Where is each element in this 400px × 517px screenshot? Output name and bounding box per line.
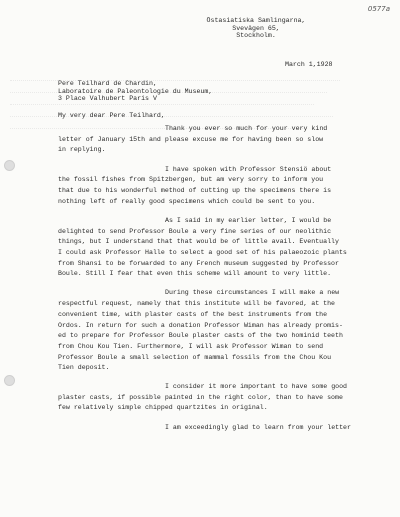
body-line: During these circumstances I will make a new <box>165 289 340 297</box>
body-line: nothing left of really good specimens which could be sent to you. <box>58 197 316 205</box>
body-line: the fossil fishes from Spitzbergen, but am very sorry to inform you <box>58 176 324 184</box>
paragraph <box>58 167 378 210</box>
body-line: from Shansi to be forwarded to any French museum suggested by Professor <box>58 259 339 267</box>
salutation: My very dear Pere Teilhard, <box>58 112 165 119</box>
body-line: delighted to send Professor Boule a very fine series of our neolithic <box>58 227 332 235</box>
paragraph <box>58 218 378 282</box>
recipient-address <box>58 81 212 104</box>
body-line: I am exceedingly glad to learn from your letter <box>165 423 351 431</box>
body-line: Professor Boule a small selection of mammal fossils from the Chou Kou <box>58 353 332 361</box>
paragraph <box>58 384 378 416</box>
body-line: things, but I understand that that would be of little avail. Eventually <box>58 238 339 246</box>
punch-hole-top <box>4 160 15 171</box>
archive-number: 0577a <box>367 5 390 13</box>
body-line: As I said in my earlier letter, I would be <box>165 216 332 224</box>
body-line: ed to prepare for Professor Boule plaster casts of the two hominid teeth <box>58 332 343 340</box>
body-line: I could ask Professor Halle to select a good set of his palaeozoic plants <box>58 248 347 256</box>
recipient-name: Pere Teilhard de Chardin, <box>58 80 157 87</box>
body-line: letter of January 15th and please excuse me for having been so slow <box>58 135 324 143</box>
letterhead-city: Stockholm. <box>236 32 276 40</box>
body-line: few relatively simple chipped quartzites in original. <box>58 404 268 412</box>
body-line: Boule. Still I fear that even this scheme will amount to very little. <box>58 270 332 278</box>
body-line: Ordos. In return for such a donation Professor Wiman has already promis- <box>58 321 343 329</box>
body-line: I have spoken with Professor Stensiö about <box>165 165 332 173</box>
paragraph <box>58 425 378 436</box>
paragraph <box>58 290 378 376</box>
body-line: convenient time, with plaster casts of the best instruments from the <box>58 310 328 318</box>
body-line: from Chou Kou Tien. Furthermore, I will ask Professor Wiman to send <box>58 342 324 350</box>
recipient-institution: Laboratoire de Paleontologie du Museum, <box>58 87 213 95</box>
letter-date: March 1,1928 <box>285 61 333 68</box>
body-line: Thank you ever so much for your very kind <box>165 125 328 132</box>
body-line: Tien deposit. <box>58 364 110 372</box>
body-line: respectful request, namely that this institute will be favored, at the <box>58 300 335 308</box>
letterhead-street: Svevägen 65, <box>232 24 280 32</box>
letterhead-org: Östasiatiska Samlingarna, <box>206 17 306 24</box>
body-line: in replying. <box>58 146 106 154</box>
paragraph <box>58 126 378 158</box>
recipient-street: 3 Place Valhubert Paris V <box>58 95 157 103</box>
body-line: plaster casts, if possible painted in the right color, than to have some <box>58 393 343 401</box>
punch-hole-bottom <box>4 375 15 386</box>
letterhead <box>186 18 326 41</box>
letter-body <box>58 126 378 444</box>
body-line: that due to his wonderful method of cutting up the specimens there is <box>58 186 332 194</box>
body-line: I consider it more important to have some good <box>165 382 348 390</box>
